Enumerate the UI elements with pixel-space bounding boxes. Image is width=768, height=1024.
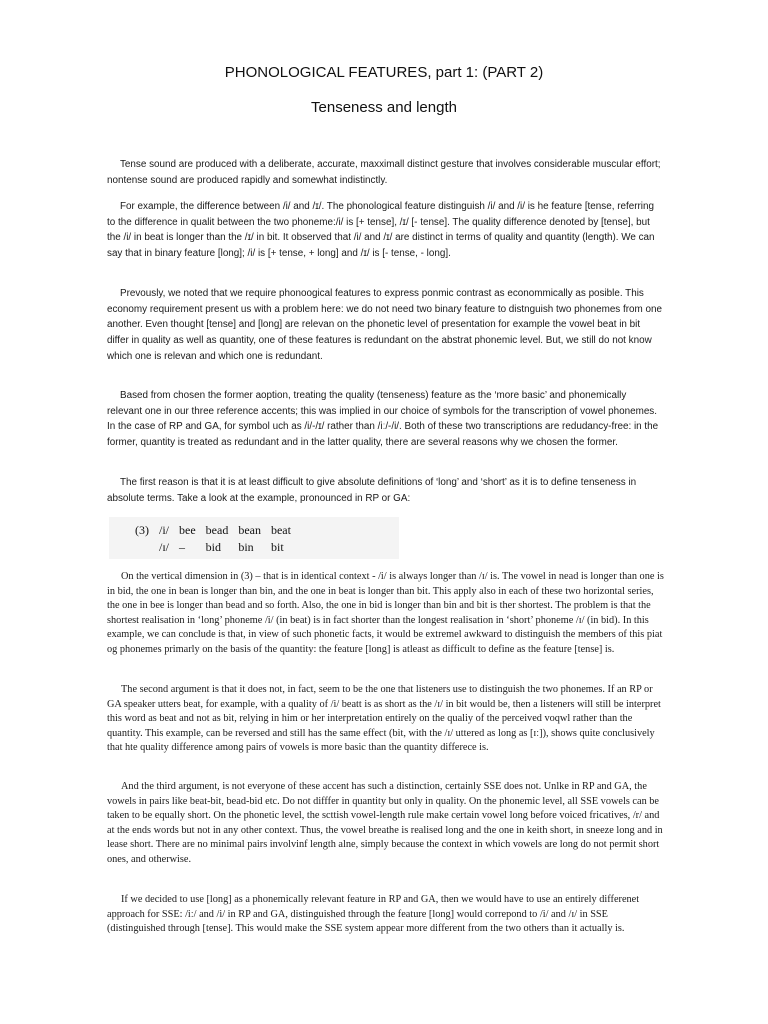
paragraph-chosen-option: Based from chosen the former aoption, treating the quality (tenseness) feature as the ‘more basic’ and phonemically relevant one in our three reference accents; this was implied in our choice of symbols for the transcription of vowel phonemes. In the case of RP and GA, for symbol uch as /i/-/ɪ/ rather than /iː/-/i/. Both of these two transcriptions are redudancy-free: in the former, quantity is treated as redundant and in the latter quality, there are several reasons why we chosen the former. xyxy=(107,390,659,449)
document-title: PHONOLOGICAL FEATURES, part 1: (PART 2) xyxy=(224,64,544,81)
document-subtitle: Tenseness and length xyxy=(311,99,457,116)
vowel-example-table xyxy=(109,517,399,559)
example-number: (3) xyxy=(135,523,149,537)
paragraph-second-argument: The second argument is that it does not, in fact, seem to be the one that listeners use to distinguish the two phonemes. If an RP or GA speaker utters beat, for example, with a quality of /i/ beatt is as short as the /ɪ/ in bit would be, then a listeners will still be interpret this word as beat and not as bit, relying in him or her interpretation entirely on the qualiy of the perceived voqwl rather than the quantity. This example, can be reversed and still has the same effect (bit, with the /ɪ/ uttered as long as [ɪː]), shows quite conclusively that hte quality difference among pairs of vowels is more basic than the quantity differece is. xyxy=(107,684,661,754)
example-cell: bead xyxy=(205,523,229,537)
paragraph-vertical-dimension: On the vertical dimension in (3) – that is in identical context - /i/ is always longer than /ɪ/ is. The vowel in nead is longer than one is in bid, the one in bean is longer than bin, and the one in beat is longer than bit. This apply also in each of these two horizontal series, the one in bee is longer than bead and so forth. Also, the one in bid is longer than bin and bit is ther shortest. The problem is that the shortest realisation in ‘long’ phoneme /i/ (in beat) is in fact shorter than the longest realisation in ‘short’ phoneme /ɪ/ (in bid). In this example, we can conclude is that, in view of such phonetic facts, it would be extremel awkward to distinguish the members of this piat og phonemes primarly on the basis of the quantity: the feature [long] is atleast as difficult to define as the feature [tense] is. xyxy=(107,571,664,655)
example-row-tense xyxy=(135,522,301,539)
paragraph-example-difference: For example, the difference between /i/ and /ɪ/. The phonological feature distinguish /i/ and /i/ is he feature [tense, referring to the difference in qualit between the two phoneme:/i/ is [+ tense], /ɪ/ [- tense]. The quality difference denoted by [tense], but the /i/ in beat is longer than the /ɪ/ in bit. It observed that /i/ and /ɪ/ are distinct in terms of quality and quantity (length). We can say that in binary feature [long]; /i/ is [+ tense, + long] and /ɪ/ is [- tense, - long]. xyxy=(107,201,655,260)
example-cell: bit xyxy=(270,540,284,554)
paragraph-third-argument: And the third argument, is not everyone of these accent has such a distinction, certainly SSE does not. Unlke in RP and GA, the vowels in pairs like beat-bit, bead-bid etc. Do not difffer in quantity but only in quality. On the phonemic level, all SSE vowels can be taken to be equally short. On the phonetic level, the scttish vowel-length rule make certain vowel long before voiced fricatives, /r/ and at the ends words but not in any other context. Thus, the vowel breathe is realised long and the one in keith short, in sneeze long and in lease short. There are no minimal pairs involvinf length alne, simply because the context in which vowels are long do not permit short ones, and otherwise. xyxy=(107,781,663,865)
paragraph-tense-definition: Tense sound are produced with a deliberate, accurate, maxximall distinct gesture that involves considerable muscular effort; nontense sound are produced rapidly and somewhat indistinctly. xyxy=(107,159,661,186)
example-cell: bid xyxy=(205,540,222,554)
example-cell: bee xyxy=(179,523,196,537)
example-cell: – xyxy=(179,540,186,554)
example-row-lax xyxy=(135,539,301,556)
example-cell: /ɪ/ xyxy=(159,540,170,554)
paragraph-economy-requirement: Prevously, we noted that we require phonoogical features to express ponmic contrast as econommically as posible. This economy requirement present us with a problem here: we do not need two binary feature to distnguish two phonemes from one another. Even thought [tense] and [long] are relevan on the phonetic level of presentation for example the vowel beat in bit differ in quality as well as quantity, one of these features is redundant on the abstrat phonemic level. But, we still do not know which one is relevan and which one is redundant. xyxy=(107,288,662,362)
paragraph-conclusion: If we decided to use [long] as a phonemically relevant feature in RP and GA, then we would have to use an entirely differenet approach for SSE: /iː/ and /i/ in RP and GA, distinguished through the feature [long] would correpond to /i/ and /ɪ/ in SSE (distinguished through [tense]. This would make the SSE system appear more different from the two others than it actually is. xyxy=(107,894,640,935)
example-cell: bin xyxy=(238,540,254,554)
paragraph-first-reason: The first reason is that it is at least difficult to give absolute definitions of ‘long’ and ‘short’ as it is to define tenseness in absolute terms. Take a look at the example, pronounced in RP or GA: xyxy=(107,477,637,504)
example-cell: bean xyxy=(238,523,261,537)
example-cell: beat xyxy=(270,523,291,537)
example-cell: /i/ xyxy=(159,523,170,537)
